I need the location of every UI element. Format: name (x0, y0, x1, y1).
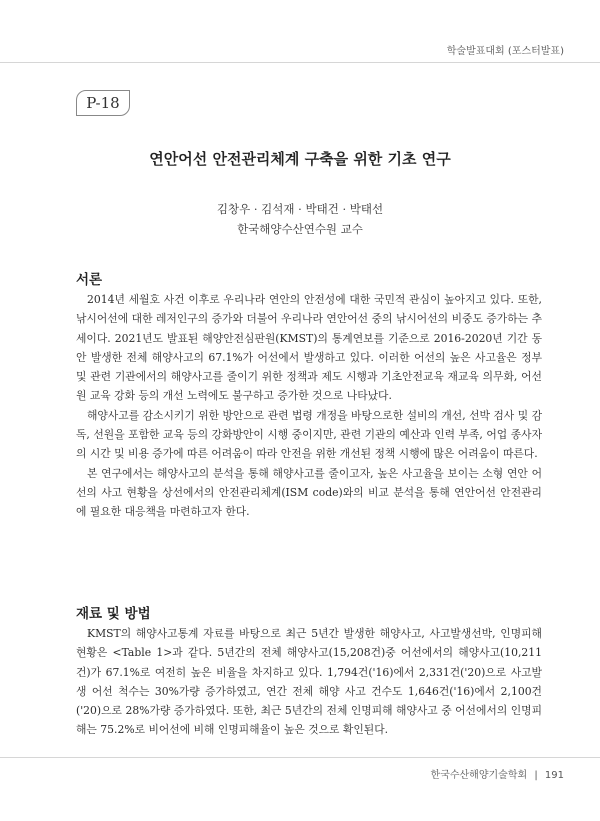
header-divider (0, 62, 600, 63)
section-heading-introduction: 서론 (76, 272, 103, 288)
page-number: 191 (544, 770, 564, 781)
paragraph: KMST의 해양사고통계 자료를 바탕으로 최근 5년간 발생한 해양사고, 사고발생선박, 인명피해 현황은 <Table 1>과 같다. 5년간의 전체 해양사고(15,208건)중 어선에서의 해양사고(10,211건)가 67.1%로 여전히 높은 비율을 차지하고 있다. 1,794건('16)에서 2,331건('20)으로 사고발생 어선 척수는 30%가량 증가하였고, 연간 전체 해양 사고 건수도 1,646건('16)에서 2,100건('20)으로 28%가량 증가하였다. 또한, 최근 5년간의 전체 인명피해 해양사고 중 어선에서의 인명피해는 75.2%로 비어선에 비해 인명피해율이 높은 것으로 확인된다. (76, 627, 542, 737)
paragraph: 본 연구에서는 해양사고의 분석을 통해 해양사고를 줄이고자, 높은 사고율을 보이는 소형 연안 어선의 사고 현황을 상선에서의 안전관리체계(ISM code)와의 비교 분석을 통해 연안어선 안전관리에 필요한 대응책을 마련하고자 한다. (76, 466, 542, 519)
author-affiliation: 한국해양수산연수원 교수 (237, 222, 363, 236)
footer-separator: | (534, 770, 538, 781)
author-list: 김창우 · 김석재 · 박태건 · 박태선 (216, 202, 384, 216)
footer-divider (0, 757, 600, 758)
section-body-introduction (76, 290, 542, 522)
page-footer (431, 766, 564, 781)
poster-code-badge: P-18 (76, 90, 130, 116)
society-name: 한국수산해양기술학회 (430, 770, 528, 781)
section-body-methods (76, 624, 542, 740)
paper-title: 연안어선 안전관리체계 구축을 위한 기초 연구 (149, 150, 451, 168)
section-heading-methods: 재료 및 방법 (76, 606, 151, 622)
paragraph: 2014년 세월호 사건 이후로 우리나라 연안의 안전성에 대한 국민적 관심이 높아지고 있다. 또한, 낚시어선에 대한 레저인구의 증가와 더불어 우리나라 연안어선 중의 낚시어선의 비중도 증가하는 추세이다. 2021년도 발표된 해양안전심판원(KMST)의 통계연보를 기준으로 2016-2020년 기간 동안 발생한 전체 해양사고의 67.1%가 어선에서 발생하고 있다. 이러한 어선의 높은 사고율은 정부 및 관련 기관에서의 해양사고를 줄이기 위한 정책과 제도 시행과 기초안전교육 재교육 의무화, 어선원 교육 강화 등의 개선 노력에도 불구하고 증가한 것으로 나타났다. (76, 293, 542, 403)
paragraph: 해양사고를 감소시키기 위한 방안으로 관련 법령 개정을 바탕으로한 설비의 개선, 선박 검사 및 감독, 선원을 포함한 교육 등의 강화방안이 시행 중이지만, 관련 기관의 예산과 인력 부족, 어업 종사자의 시간 및 비용 증가에 따른 어려움이 따라 안전을 위한 개선된 정책 시행에 많은 어려움이 따른다. (76, 408, 542, 461)
running-header: 학술발표대회 (포스터발표) (446, 46, 564, 57)
